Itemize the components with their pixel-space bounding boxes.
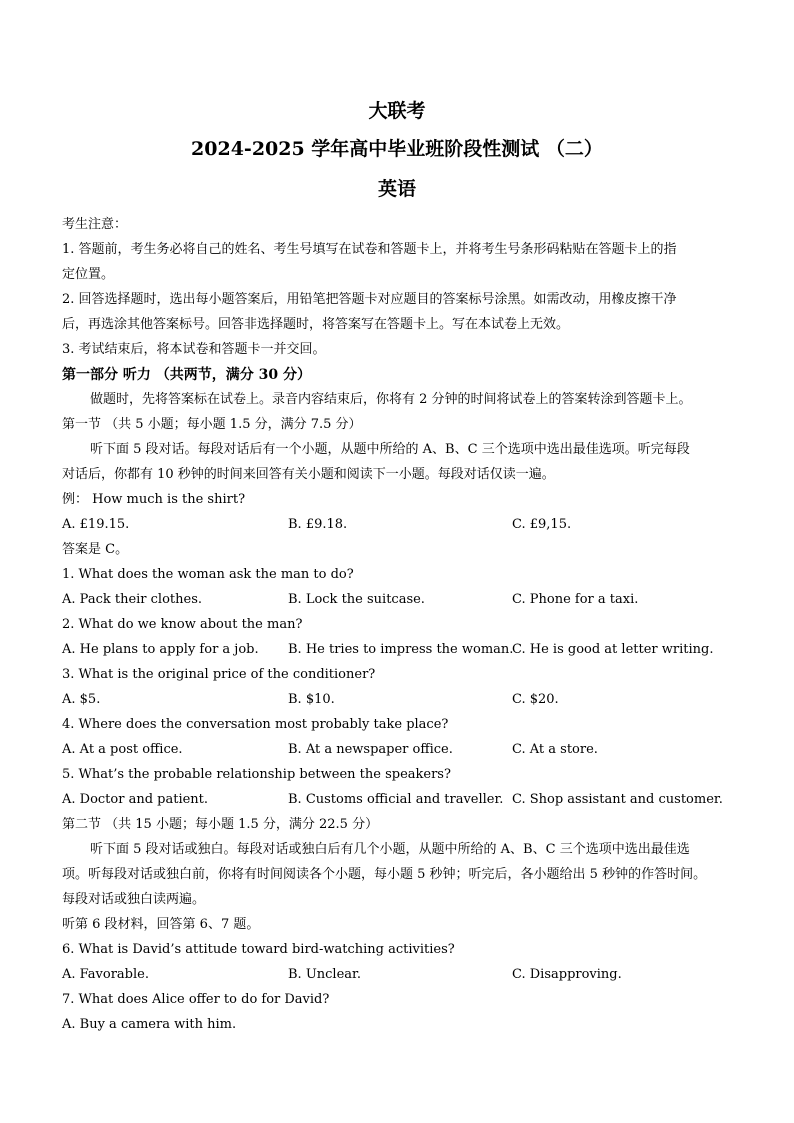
q6-option-a: A. Favorable. [62, 967, 149, 982]
notice-line-4: 后，再选涂其他答案标号。回答非选择题时，将答案写在答题卡上。写在本试卷上无效。 [62, 317, 570, 332]
q5-option-c: C. Shop assistant and customer. [512, 792, 723, 807]
q1-option-a: A. Pack their clothes. [62, 592, 203, 607]
q3-option-c: C. $20. [512, 692, 559, 707]
q4-option-b: B. At a newspaper office. [288, 742, 453, 757]
notice-line-1: 1. 答题前，考生务必将自己的姓名、考生号填写在试卷和答题卡上，并将考生号条形码粘贴在答题卡上的指 [62, 242, 677, 257]
question-5: 5. What’s the probable relationship between the speakers? [62, 767, 451, 782]
q2-option-c: C. He is good at letter writing. [512, 642, 714, 657]
question-1: 1. What does the woman ask the man to do? [62, 567, 354, 582]
section1-instruction-2: 对话后，你都有 10 秒钟的时间来回答有关小题和阅读下一小题。每段对话仅读一遍。 [62, 467, 555, 482]
question-4: 4. Where does the conversation most probably take place? [62, 717, 449, 732]
section1-title: 第一节 （共 5 小题；每小题 1.5 分，满分 7.5 分） [62, 417, 362, 432]
q6-option-c: C. Disapproving. [512, 967, 622, 982]
material-6-heading: 听第 6 段材料，回答第 6、7 题。 [62, 917, 260, 932]
example-answer: 答案是 C。 [62, 542, 129, 557]
notice-line-3: 2. 回答选择题时，选出每小题答案后，用铅笔把答题卡对应题目的答案标号涂黑。如需改动，用橡皮擦干净 [62, 292, 677, 307]
section2-instruction-3: 每段对话或独白读两遍。 [62, 892, 206, 907]
example-question: 例： How much is the shirt? [62, 492, 246, 507]
q3-option-a: A. $5. [62, 692, 101, 707]
q5-option-a: A. Doctor and patient. [62, 792, 209, 807]
part1-title: 第一部分 听力 （共两节，满分 30 分） [62, 367, 311, 383]
notice-title: 考生注意： [62, 217, 128, 232]
section2-instruction-1: 听下面 5 段对话或独白。每段对话或独白后有几个小题，从题中所给的 A、B、C 三个选项中选出最佳选 [90, 842, 690, 857]
example-option-a: A. £19.15. [62, 517, 130, 532]
part1-intro: 做题时，先将答案标在试卷上。录音内容结束后，你将有 2 分钟的时间将试卷上的答案转涂到答题卡上。 [90, 392, 692, 407]
question-2: 2. What do we know about the man? [62, 617, 303, 632]
q4-option-a: A. At a post office. [62, 742, 183, 757]
section1-instruction-1: 听下面 5 段对话。每段对话后有一个小题，从题中所给的 A、B、C 三个选项中选出最佳选项。听完每段 [90, 442, 690, 457]
section2-title: 第二节 （共 15 小题；每小题 1.5 分，满分 22.5 分） [62, 817, 379, 832]
subject-title: 英语 [377, 178, 416, 200]
q1-option-b: B. Lock the suitcase. [288, 592, 425, 607]
q6-option-b: B. Unclear. [288, 967, 361, 982]
q3-option-b: B. $10. [288, 692, 335, 707]
question-7: 7. What does Alice offer to do for David? [62, 992, 330, 1007]
q2-option-a: A. He plans to apply for a job. [62, 642, 259, 657]
section2-instruction-2: 项。听每段对话或独白前，你将有时间阅读各个小题，每小题 5 秒钟；听完后，各小题给出 5 秒钟的作答时间。 [62, 867, 707, 882]
exam-org: 大联考 [368, 100, 426, 122]
q2-option-b: B. He tries to impress the woman. [288, 642, 514, 657]
q1-option-c: C. Phone for a taxi. [512, 592, 639, 607]
notice-line-5: 3. 考试结束后，将本试卷和答题卡一并交回。 [62, 342, 326, 357]
example-option-b: B. £9.18. [288, 517, 348, 532]
q7-option-a: A. Buy a camera with him. [62, 1017, 237, 1032]
q5-option-b: B. Customs official and traveller. [288, 792, 504, 807]
example-option-c: C. £9,15. [512, 517, 572, 532]
notice-line-2: 定位置。 [62, 267, 115, 282]
question-6: 6. What is David’s attitude toward bird-watching activities? [62, 942, 455, 957]
exam-title: 2024-2025 学年高中毕业班阶段性测试 （二） [191, 138, 603, 160]
q4-option-c: C. At a store. [512, 742, 598, 757]
question-3: 3. What is the original price of the conditioner? [62, 667, 376, 682]
